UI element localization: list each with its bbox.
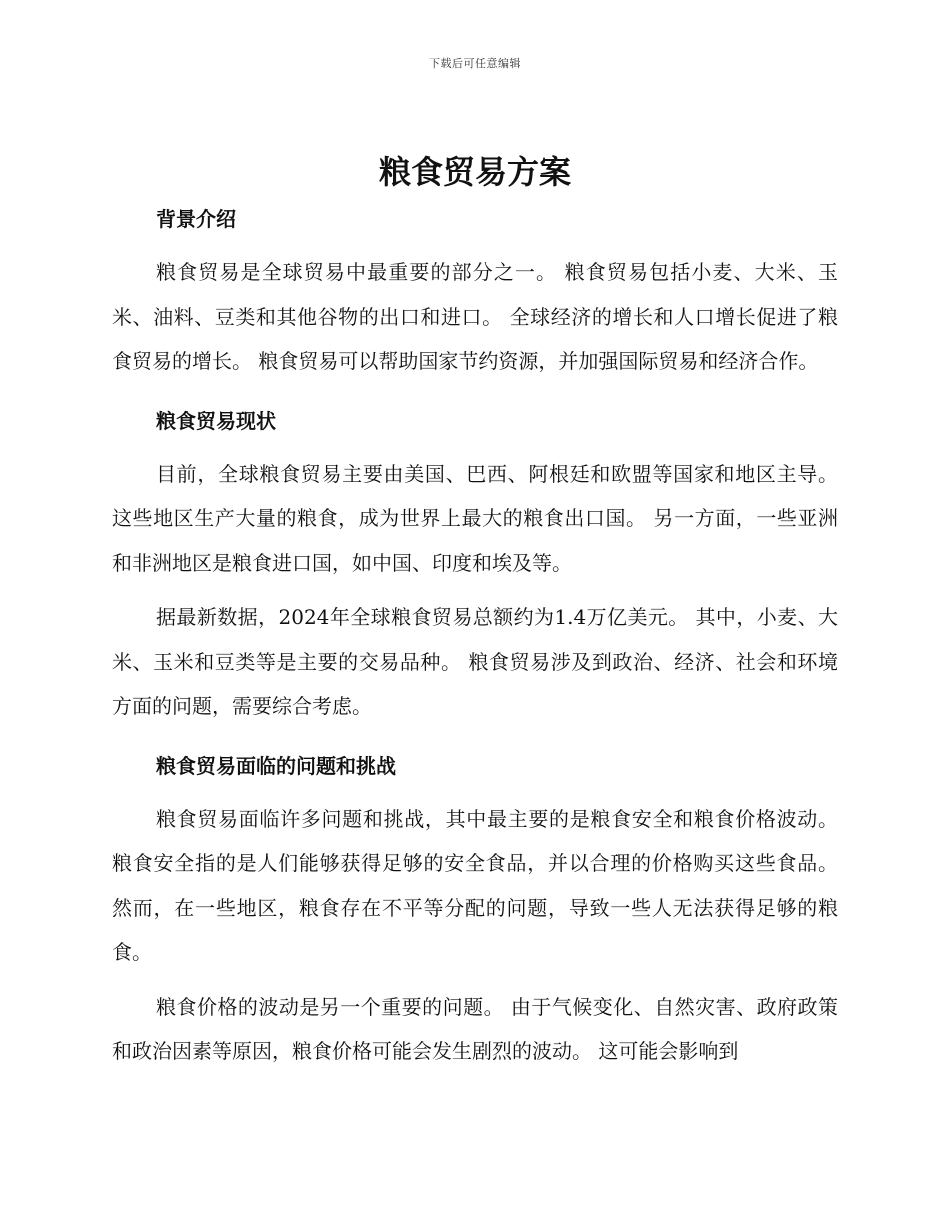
document-body — [112, 200, 838, 1084]
section-heading-background: 背景介绍 — [156, 207, 236, 231]
paragraph-challenges-2: 粮食价格的波动是另一个重要的问题。 由于气候变化、自然灾害、政府政策和政治因素等原因，粮食价格可能会发生剧烈的波动。 这可能会影响到 — [112, 994, 838, 1063]
section-heading-status: 粮食贸易现状 — [156, 408, 276, 433]
paragraph-status-1: 目前，全球粮食贸易主要由美国、巴西、阿根廷和欧盟等国家和地区主导。 这些地区生产大量的粮食，成为世界上最大的粮食出口国。 另一方面，一些亚洲和非洲地区是粮食进口国，如中国、印度和埃及等。 — [112, 461, 838, 575]
document-title: 粮食贸易方案 — [378, 153, 571, 191]
page-header-note: 下载后可任意编辑 — [429, 57, 521, 70]
paragraph-status-2: 据最新数据，2024年全球粮食贸易总额约为1.4万亿美元。 其中，小麦、大米、玉米和豆类等是主要的交易品种。 粮食贸易涉及到政治、经济、社会和环境方面的问题，需要综合考虑。 — [112, 605, 838, 718]
section-heading-challenges: 粮食贸易面临的问题和挑战 — [156, 753, 396, 778]
paragraph-background-1: 粮食贸易是全球贸易中最重要的部分之一。 粮食贸易包括小麦、大米、玉米、油料、豆类和其他谷物的出口和进口。 全球经济的增长和人口增长促进了粮食贸易的增长。 粮食贸易可以帮助国家节约资源，并加强国际贸易和经济合作。 — [112, 260, 838, 373]
paragraph-challenges-1: 粮食贸易面临许多问题和挑战，其中最主要的是粮食安全和粮食价格波动。 粮食安全指的是人们能够获得足够的安全食品，并以合理的价格购买这些食品。 然而，在一些地区，粮食存在不平等分配的问题，导致一些人无法获得足够的粮食。 — [112, 806, 838, 964]
